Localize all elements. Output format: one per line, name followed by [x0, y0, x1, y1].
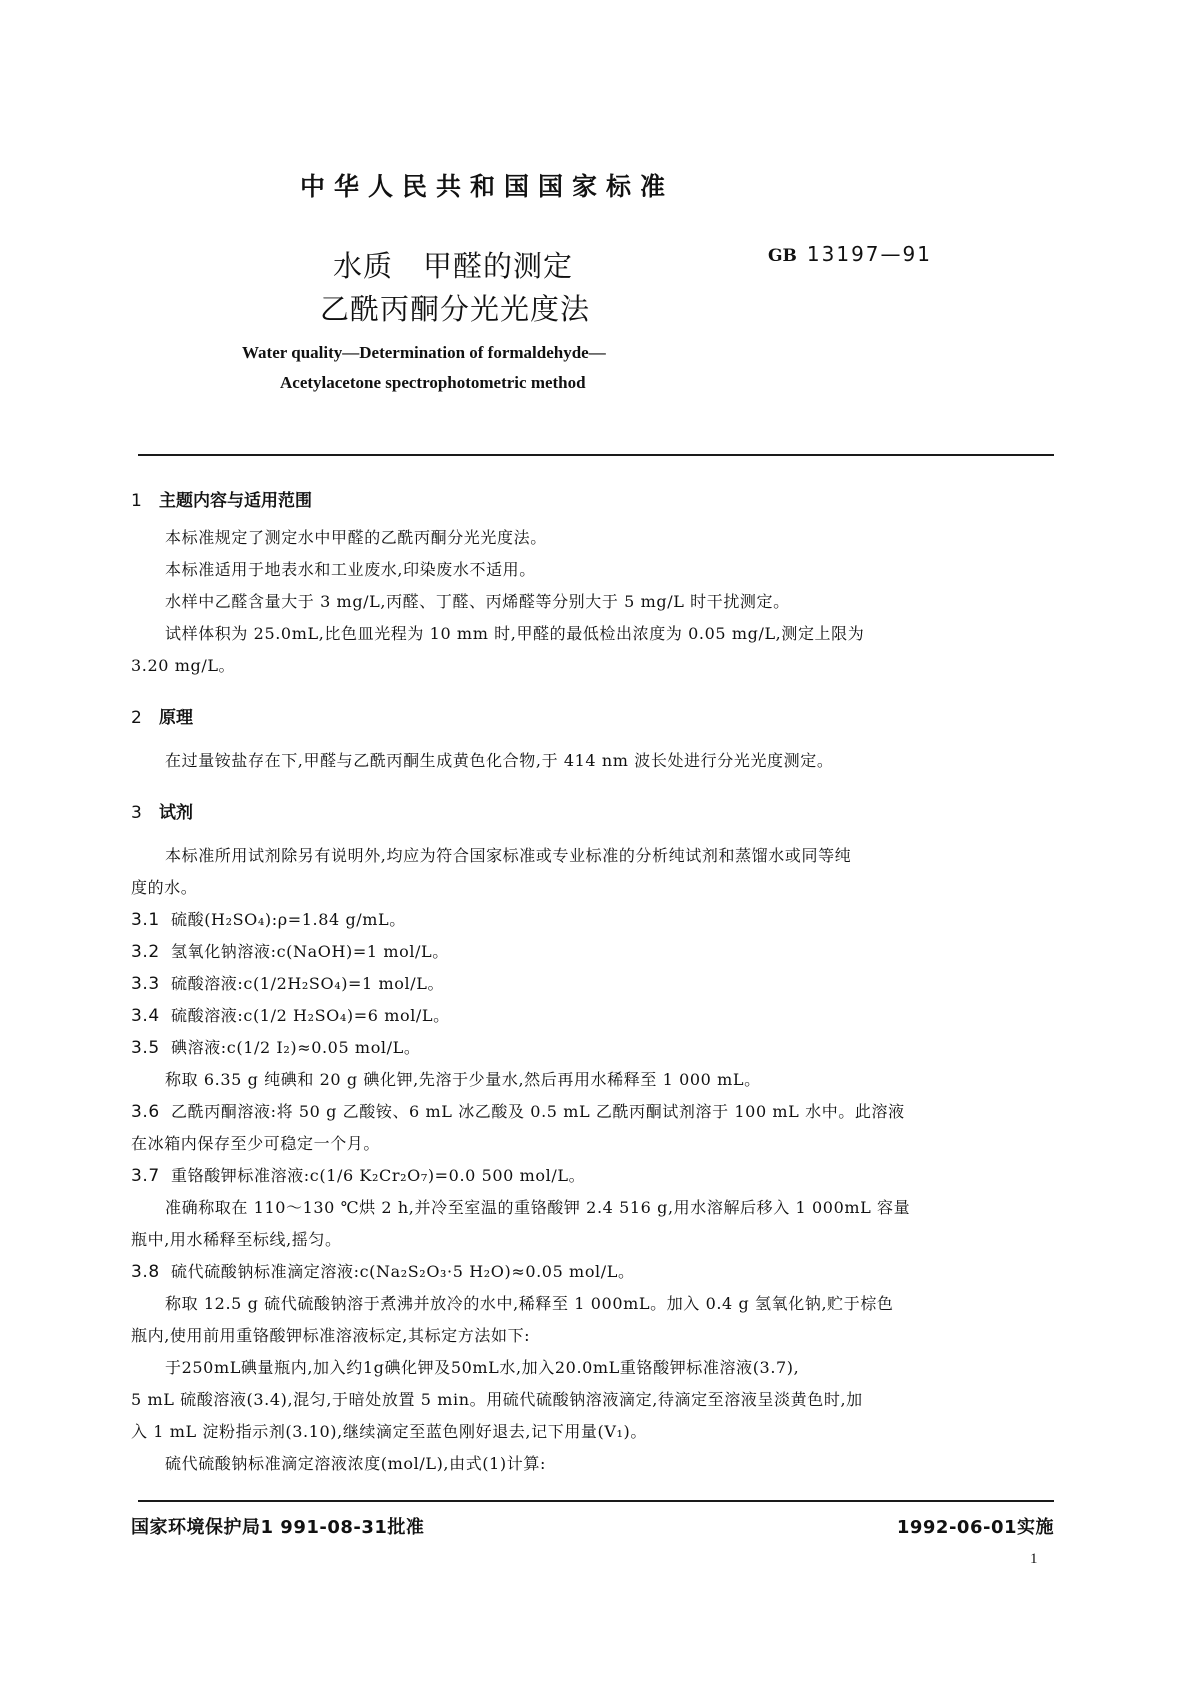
title-en-line2: Acetylacetone spectrophotometric method: [280, 373, 586, 392]
reagent-item-3-4: [131, 1006, 450, 1026]
title-en-line1: Water quality—Determination of formaldehyde—: [242, 343, 606, 362]
item-text: 氢氧化钠溶液:c(NaOH)=1 mol/L。: [171, 942, 449, 961]
paragraph: 瓶内,使用前用重铬酸钾标准溶液标定,其标定方法如下:: [131, 1326, 531, 1345]
reagent-item-3-2: [131, 942, 449, 962]
item-number: 3.3: [131, 974, 160, 994]
paragraph: 本标准所用试剂除另有说明外,均应为符合国家标准或专业标准的分析纯试剂和蒸馏水或同等纯: [165, 846, 852, 865]
section-3-heading: [131, 798, 193, 823]
section-number: 2: [131, 708, 142, 728]
paragraph: 准确称取在 110～130 ℃烘 2 h,并冷至室温的重铬酸钾 2.4 516 g,用水溶解后移入 1 000mL 容量: [165, 1198, 911, 1217]
section-number: 3: [131, 803, 142, 823]
section-title: 主题内容与适用范围: [159, 491, 312, 511]
section-number: 1: [131, 491, 142, 511]
section-1-heading: [131, 486, 312, 511]
item-number: 3.5: [131, 1038, 160, 1058]
item-text: 硫酸溶液:c(1/2H₂SO₄)=1 mol/L。: [171, 974, 445, 993]
paragraph: 称取 6.35 g 纯碘和 20 g 碘化钾,先溶于少量水,然后再用水稀释至 1 000 mL。: [165, 1070, 761, 1089]
paragraph: 试样体积为 25.0mL,比色皿光程为 10 mm 时,甲醛的最低检出浓度为 0.05 mg/L,测定上限为: [165, 624, 865, 643]
gb-prefix: GB: [768, 246, 797, 266]
item-number: 3.2: [131, 942, 160, 962]
paragraph: 于250mL碘量瓶内,加入约1g碘化钾及50mL水,加入20.0mL重铬酸钾标准溶液(3.7),: [165, 1358, 800, 1377]
item-text: 硫酸溶液:c(1/2 H₂SO₄)=6 mol/L。: [171, 1006, 450, 1025]
reagent-item-3-7: [131, 1166, 585, 1186]
item-number: 3.8: [131, 1262, 160, 1282]
item-text: 碘溶液:c(1/2 I₂)≈0.05 mol/L。: [171, 1038, 421, 1057]
title-cn-line2: 乙酰丙酮分光光度法: [320, 292, 591, 326]
item-number: 3.6: [131, 1102, 160, 1122]
approval-date: 国家环境保护局1 991-08-31批准: [131, 1517, 425, 1538]
header-divider: [138, 454, 1054, 456]
paragraph: 在冰箱内保存至少可稳定一个月。: [131, 1134, 381, 1153]
reagent-item-3-5: [131, 1038, 420, 1058]
paragraph: 称取 12.5 g 硫代硫酸钠溶于煮沸并放冷的水中,稀释至 1 000mL。加入 0.4 g 氢氧化钠,贮于棕色: [165, 1294, 894, 1313]
reagent-item-3-3: [131, 974, 444, 994]
paragraph: 3.20 mg/L。: [131, 656, 236, 675]
reagent-item-3-6: [131, 1102, 905, 1122]
paragraph: 5 mL 硫酸溶液(3.4),混匀,于暗处放置 5 min。用硫代硫酸钠溶液滴定,待滴定至溶液呈淡黄色时,加: [131, 1390, 863, 1409]
section-title: 原理: [159, 708, 193, 728]
reagent-item-3-8: [131, 1262, 635, 1282]
page-number: 1: [1030, 1551, 1038, 1567]
item-text: 乙酰丙酮溶液:将 50 g 乙酸铵、6 mL 冰乙酸及 0.5 mL 乙酰丙酮试剂溶于 100 mL 水中。此溶液: [171, 1102, 905, 1121]
item-number: 3.4: [131, 1006, 160, 1026]
item-text: 硫酸(H₂SO₄):ρ=1.84 g/mL。: [171, 910, 406, 929]
paragraph: 度的水。: [131, 878, 198, 897]
paragraph: 在过量铵盐存在下,甲醛与乙酰丙酮生成黄色化合物,于 414 nm 波长处进行分光光度测定。: [165, 751, 834, 770]
item-text: 重铬酸钾标准溶液:c(1/6 K₂Cr₂O₇)=0.0 500 mol/L。: [171, 1166, 586, 1185]
reagent-item-3-1: [131, 910, 406, 930]
paragraph: 瓶中,用水稀释至标线,摇匀。: [131, 1230, 342, 1249]
paragraph: 入 1 mL 淀粉指示剂(3.10),继续滴定至蓝色刚好退去,记下用量(V₁)。: [131, 1422, 647, 1441]
paragraph: 本标准规定了测定水中甲醛的乙酰丙酮分光光度法。: [165, 528, 547, 547]
section-2-heading: [131, 703, 193, 728]
item-number: 3.1: [131, 910, 160, 930]
standard-number: [768, 242, 932, 266]
implementation-date: 1992-06-01实施: [896, 1517, 1054, 1538]
gb-number: 13197—91: [806, 242, 932, 266]
paragraph: 本标准适用于地表水和工业废水,印染废水不适用。: [165, 560, 536, 579]
item-text: 硫代硫酸钠标准滴定溶液:c(Na₂S₂O₃·5 H₂O)≈0.05 mol/L。: [171, 1262, 635, 1281]
national-standard-header: 中华人民共和国国家标准: [300, 172, 675, 201]
section-title: 试剂: [159, 803, 193, 823]
title-cn-line1: 水质 甲醛的测定: [333, 249, 574, 283]
item-number: 3.7: [131, 1166, 160, 1186]
paragraph: 水样中乙醛含量大于 3 mg/L,丙醛、丁醛、丙烯醛等分别大于 5 mg/L 时干扰测定。: [165, 592, 790, 611]
footer-divider: [138, 1500, 1054, 1502]
paragraph: 硫代硫酸钠标准滴定溶液浓度(mol/L),由式(1)计算:: [165, 1454, 546, 1473]
